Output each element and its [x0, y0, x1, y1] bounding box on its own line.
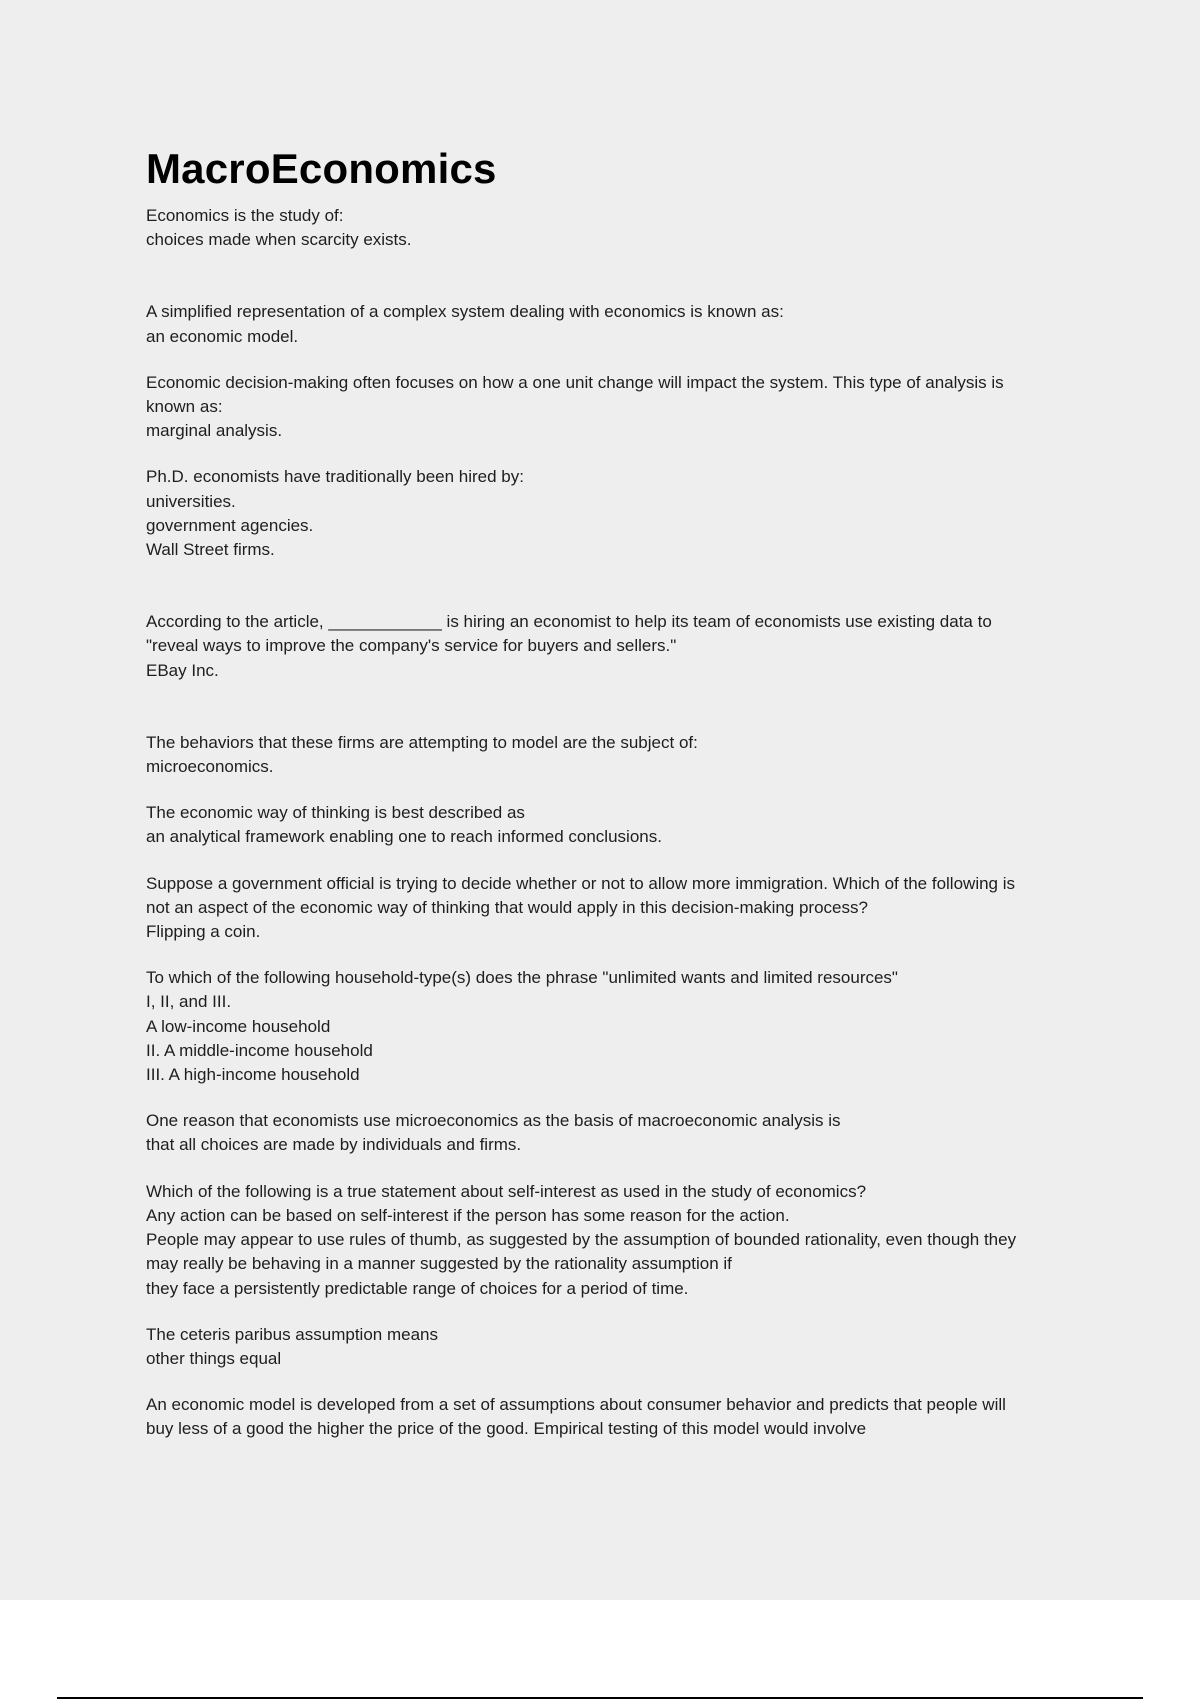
- qa-item: [146, 300, 1086, 348]
- answer-text: other things equal: [146, 1348, 282, 1368]
- spacer: [146, 443, 1086, 465]
- answer-text: not an aspect of the economic way of thinking that would apply in this decision-making process?: [146, 897, 868, 917]
- qa-item: [146, 1393, 1086, 1441]
- answer-text: Any action can be based on self-interest if the person has some reason for the action.: [146, 1205, 790, 1225]
- question-text: Economics is the study of:: [146, 206, 344, 225]
- question-text: Ph.D. economists have traditionally been hired by:: [146, 467, 524, 487]
- answer-text: known as:: [146, 397, 223, 417]
- spacer: [146, 562, 1086, 610]
- spacer: [146, 1371, 1086, 1393]
- footer-rule: [57, 1697, 1143, 1699]
- answer-text: universities.: [146, 491, 236, 511]
- answer-text: an economic model.: [146, 326, 299, 346]
- answer-text: that all choices are made by individuals and firms.: [146, 1135, 522, 1155]
- answer-text: "reveal ways to improve the company's service for buyers and sellers.": [146, 636, 677, 656]
- answer-text: III. A high-income household: [146, 1065, 360, 1085]
- answer-text: an analytical framework enabling one to reach informed conclusions.: [146, 827, 662, 847]
- question-text: Economic decision-making often focuses on how a one unit change will impact the system. This type of analysis is: [146, 372, 1004, 392]
- qa-item: [146, 204, 1086, 252]
- question-text: To which of the following household-type(s) does the phrase "unlimited wants and limited resources": [146, 968, 898, 988]
- answer-text: choices made when scarcity exists.: [146, 230, 412, 250]
- spacer: [146, 1301, 1086, 1323]
- answer-text: I, II, and III.: [146, 992, 232, 1012]
- answer-text: II. A middle-income household: [146, 1040, 373, 1060]
- answer-text: they face a persistently predictable range of choices for a period of time.: [146, 1278, 689, 1298]
- qa-list: [146, 204, 1086, 1442]
- spacer: [146, 683, 1086, 731]
- answer-text: buy less of a good the higher the price of the good. Empirical testing of this model would involve: [146, 1419, 867, 1439]
- qa-item: [146, 731, 1086, 779]
- answer-text: Wall Street firms.: [146, 540, 275, 560]
- answer-text: Flipping a coin.: [146, 922, 261, 942]
- question-text: An economic model is developed from a set of assumptions about consumer behavior and predicts that people will: [146, 1395, 1006, 1415]
- answer-text: A low-income household: [146, 1016, 331, 1036]
- spacer: [146, 252, 1086, 300]
- spacer: [146, 779, 1086, 801]
- question-text: The ceteris paribus assumption means: [146, 1324, 438, 1344]
- question-text: According to the article, ____________ is hiring an economist to help its team of economists use existing data to: [146, 612, 992, 632]
- spacer: [146, 850, 1086, 872]
- answer-text: marginal analysis.: [146, 421, 283, 441]
- spacer: [146, 1158, 1086, 1180]
- qa-item: [146, 872, 1086, 945]
- question-text: One reason that economists use microeconomics as the basis of macroeconomic analysis is: [146, 1111, 841, 1131]
- answer-text: EBay Inc.: [146, 660, 219, 680]
- answer-text: microeconomics.: [146, 757, 274, 777]
- question-text: The economic way of thinking is best described as: [146, 803, 525, 823]
- qa-item: [146, 1109, 1086, 1157]
- qa-item: [146, 801, 1086, 849]
- answer-text: government agencies.: [146, 515, 314, 535]
- question-text: A simplified representation of a complex system dealing with economics is known as:: [146, 302, 784, 322]
- question-text: Suppose a government official is trying to decide whether or not to allow more immigration. Which of the following is: [146, 873, 1016, 893]
- document-content: [146, 144, 1086, 1442]
- answer-text: People may appear to use rules of thumb, as suggested by the assumption of bounded rationality, even though they: [146, 1230, 1017, 1250]
- spacer: [146, 1087, 1086, 1109]
- document-title: MacroEconomics: [146, 145, 497, 192]
- qa-item: [146, 371, 1086, 444]
- spacer: [146, 349, 1086, 371]
- answer-text: may really be behaving in a manner suggested by the rationality assumption if: [146, 1254, 732, 1274]
- question-text: The behaviors that these firms are attempting to model are the subject of:: [146, 732, 698, 752]
- spacer: [146, 944, 1086, 966]
- qa-item: [146, 610, 1086, 683]
- qa-item: [146, 966, 1086, 1087]
- question-text: Which of the following is a true statement about self-interest as used in the study of economics?: [146, 1181, 867, 1201]
- qa-item: [146, 465, 1086, 562]
- qa-item: [146, 1323, 1086, 1371]
- qa-item: [146, 1180, 1086, 1301]
